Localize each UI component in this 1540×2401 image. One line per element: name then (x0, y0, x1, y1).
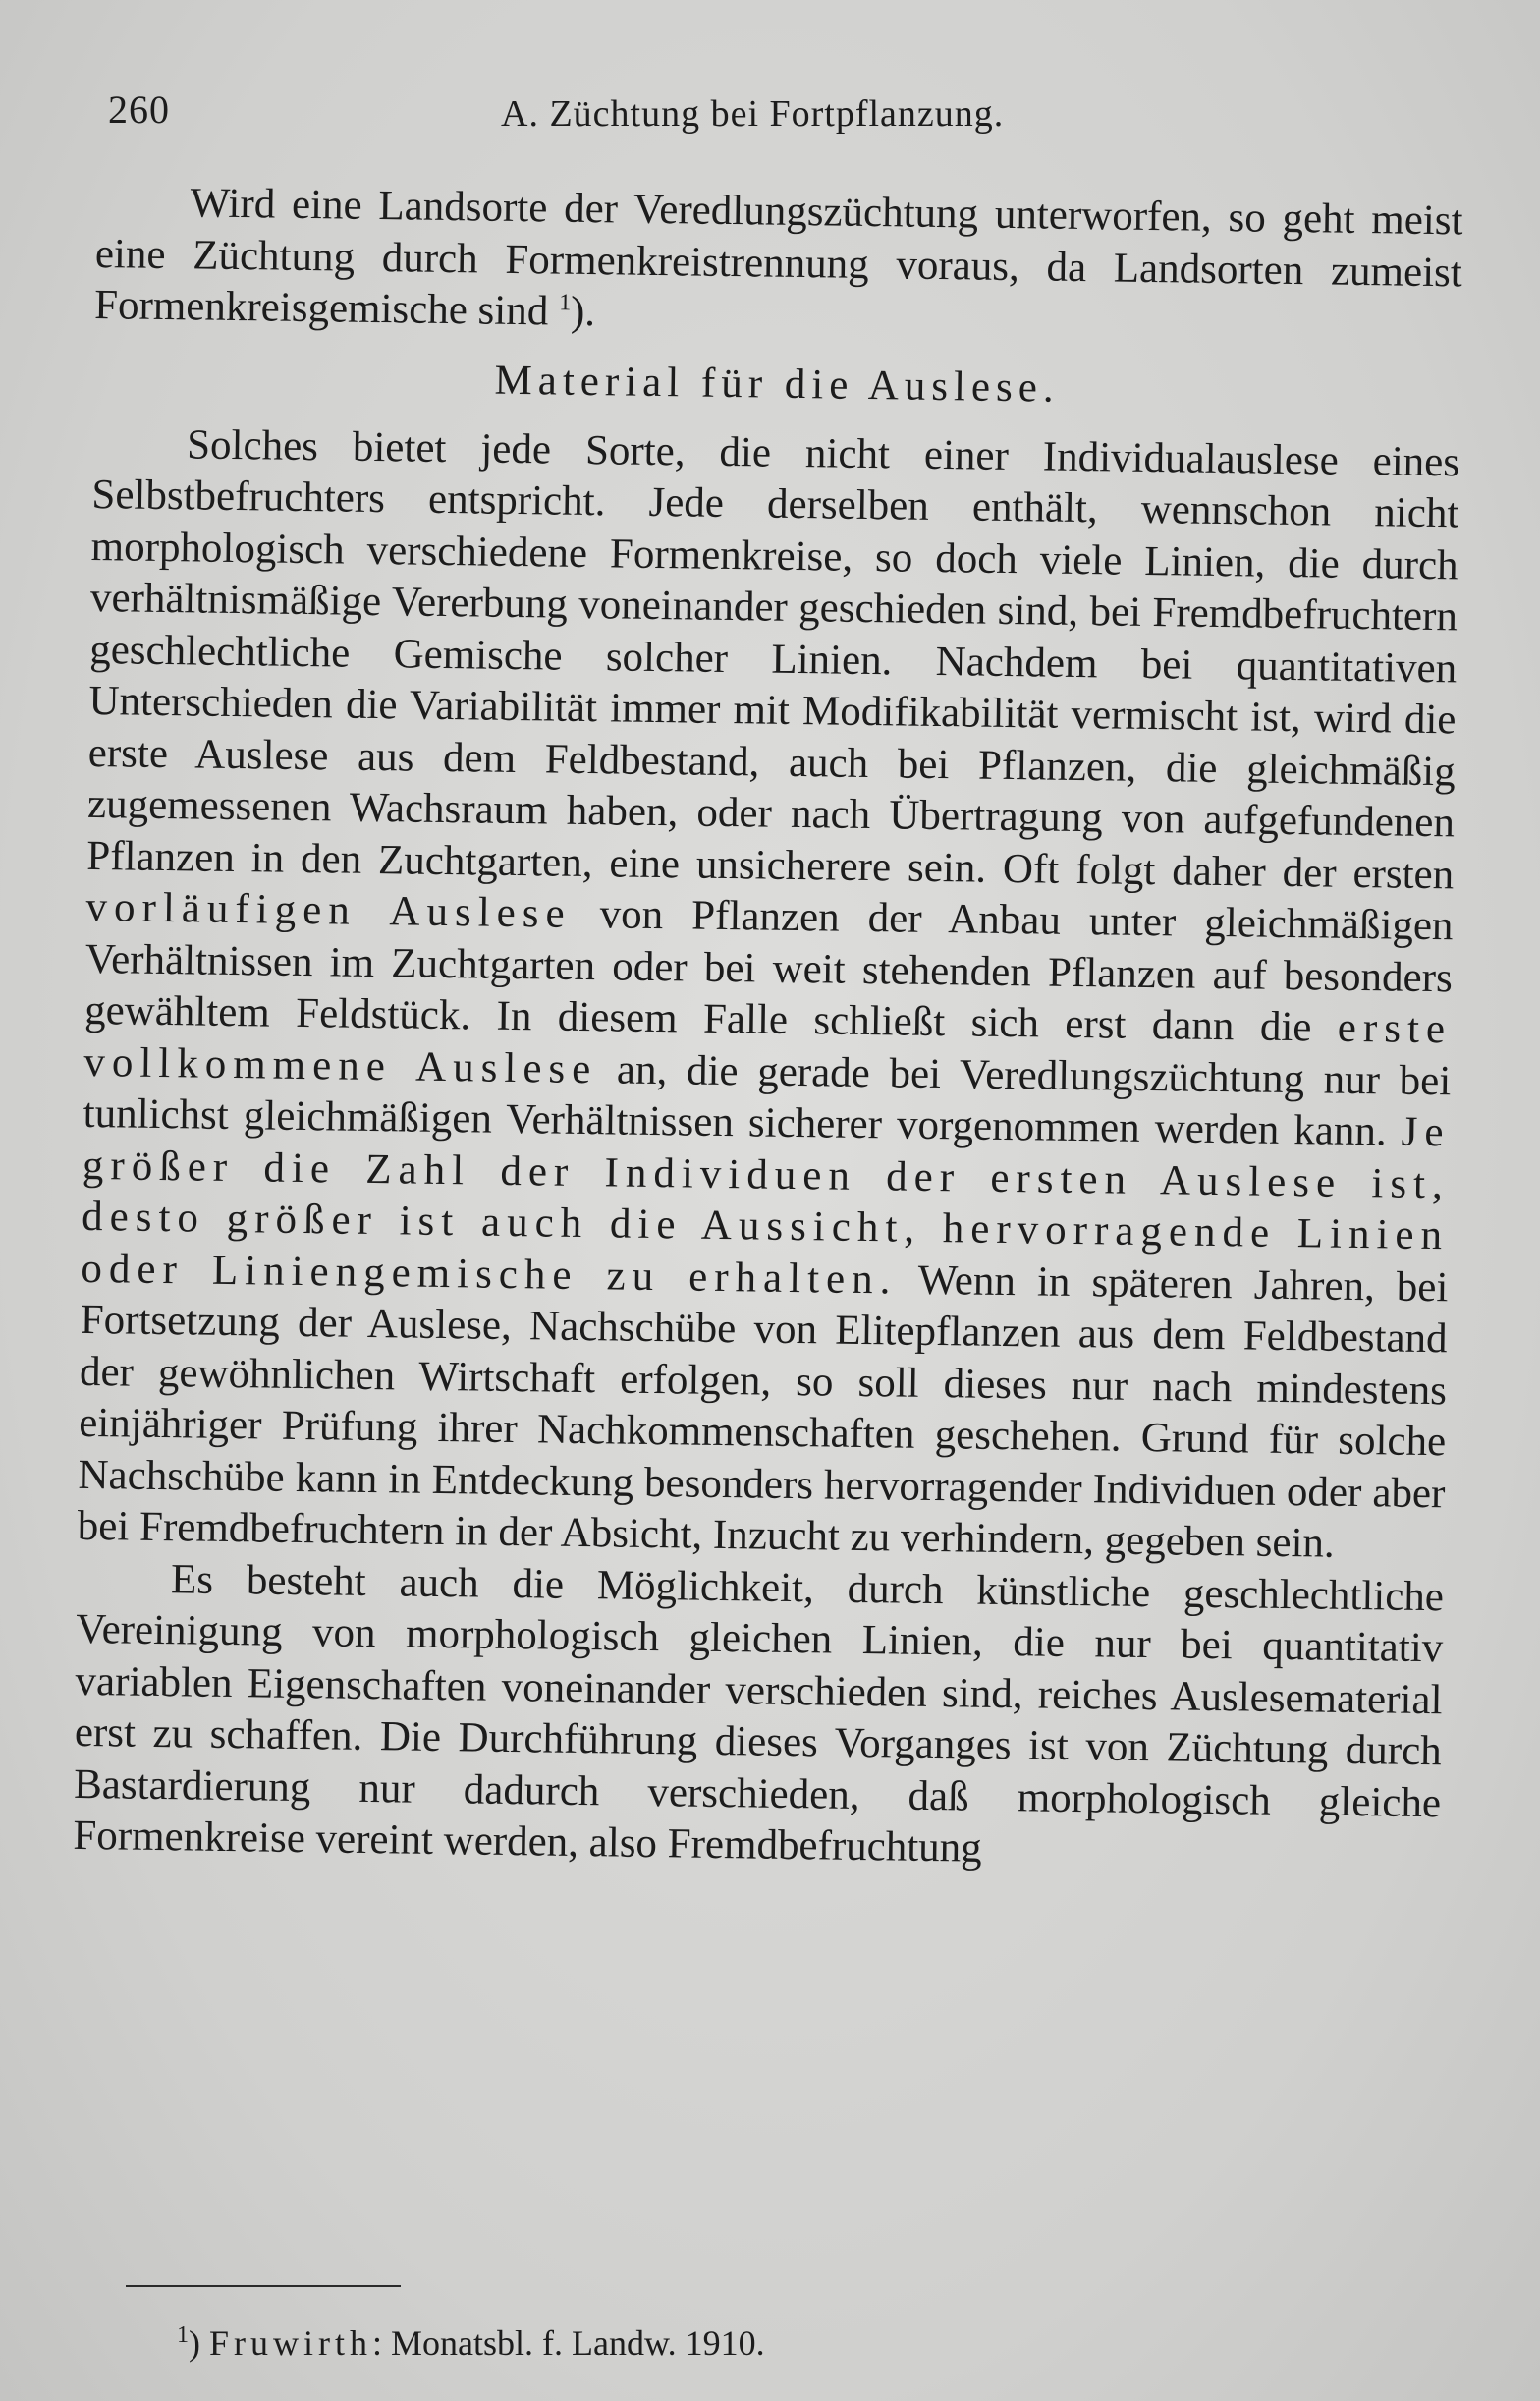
body-text (73, 177, 1463, 1881)
paragraph-material-text-d: Wenn in späteren Jahren, bei Fortsetzung der Auslese, Nachschübe von Elitepflanzen aus dem Feldbestand der gewöhnlichen Wirtschaft erfolgen, so soll dieses nur nach mindestens einjähriger Prüfung ihrer Nachkommenschaften geschehen. Grund für solche Nachschübe kann in Entdeckung besonders hervorragender Individuen oder aber bei Fremdbefruchtern in der Absicht, Inzucht zu verhindern, gegeben sein. (77, 1256, 1449, 1567)
paragraph-material-text-c: an, die gerade bei Veredlungszüchtung nur bei tunlichst gleichmäßigen Verhältnissen sicherer vorgenommen werden kann. (82, 1045, 1452, 1155)
spaced-emphasis-sentence: Je größer die Zahl der Individuen der ersten Auslese ist, desto größer ist auch die Aussicht, hervorragende Linien oder Liniengemische zu erhalten. (81, 1108, 1451, 1303)
page-header (108, 86, 1463, 145)
spaced-term-complete-selection: erste vollkommene Auslese (83, 1004, 1453, 1092)
section-heading: Material für die Auslese. (494, 357, 1060, 412)
footnote (177, 2322, 765, 2364)
spaced-term-preliminary-selection: vorläufigen Auslese (85, 883, 572, 937)
footnote-reference: 1 (558, 290, 572, 316)
footnote-mark: 1 (177, 2322, 189, 2348)
paragraph-crossing: Es besteht auch die Möglichkeit, durch künstliche geschlechtliche Vereinigung von morphologisch gleichen Linien, die nur bei quantitativ variablen Eigenschaften voneinander verschieden sind, reiches Auslesematerial erst zu schaffen. Die Durchführung dieses Vorganges ist von Züchtung durch Bastardierung nur dadurch verschieden, daß morphologisch gleiche Formenkreise vereint werden, also Fremdbefruchtung (73, 1555, 1445, 1871)
page-number: 260 (108, 87, 170, 132)
footnote-close-paren: ) (189, 2323, 200, 2363)
footnote-citation: : Monatsbl. f. Landw. 1910. (372, 2323, 765, 2363)
paragraph-material-text-a: Solches bietet jede Sorte, die nicht einer Individualauslese eines Selbstbefruchters entspricht. Jede derselben enthält, wennschon nicht morphologisch verschiedene Formenkreise, so doch viele Linien, die durch verhältnismäßige Vererbung voneinander geschieden sind, bei Fremdbefruchtern geschlechtliche Gemische solcher Linien. Nachdem bei quantitativen Unterschieden die Variabilität immer mit Modifikabilität vermischt ist, wird die erste Auslese aus dem Feldbestand, auch bei Pflanzen, die gleichmäßig zugemessenen Wachsraum haben, oder nach Übertragung von aufgefundenen Pflanzen in den Zuchtgarten, eine unsicherere sein. Oft folgt daher der ersten (86, 420, 1460, 898)
footnote-rule (126, 2285, 401, 2287)
paragraph-material-text-b: von Pflanzen der Anbau unter gleichmäßigen Verhältnissen im Zuchtgarten oder bei weit stehenden Pflanzen auf besonders gewähltem Feldstück. In diesem Falle schließt sich erst dann die (83, 891, 1454, 1051)
paragraph-intro-end: ). (570, 288, 596, 336)
running-head: A. Züchtung bei Fortpflanzung. (501, 93, 1005, 135)
footnote-author: Fruwirth (209, 2323, 372, 2363)
paragraph-intro (94, 177, 1463, 351)
paragraph-intro-text: Wird eine Landsorte der Veredlungszüchtung unterworfen, so geht meist eine Züchtung durch Formenkreistrennung voraus, da Landsorten zumeist Formenkreisgemische sind (93, 180, 1463, 335)
paragraph-material (77, 418, 1459, 1571)
